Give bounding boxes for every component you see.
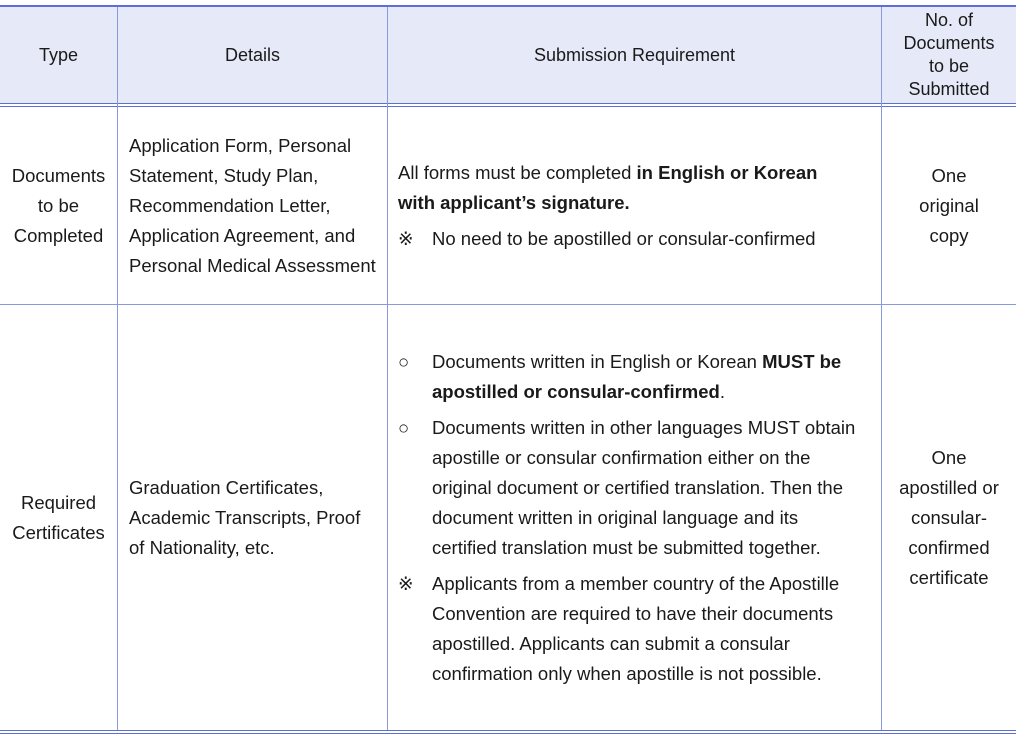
row1-type: [0, 107, 117, 304]
row2-details-text: Graduation Certificates, Academic Transcripts, Proof of Nationality, etc.: [129, 476, 361, 558]
header-type: [0, 7, 117, 103]
row2-note-text: Applicants from a member country of the Apostille Convention are required to have their documents apostilled. Applicants can submit a consular confirmation only when apostille is not possible.: [432, 572, 840, 684]
row1-req-plain: All forms must be completed: [398, 161, 637, 183]
header-count: [882, 7, 1016, 103]
row2-count-text: One apostilled or consular-confirmed certificate: [899, 446, 999, 588]
row2-item1-plain: Documents written in English or Korean: [432, 350, 763, 372]
circle-bullet-icon: ○: [398, 350, 410, 372]
row1-note-text: No need to be apostilled or consular-confirmed: [432, 227, 816, 249]
row1-req-bold: in English or Korean with applicant’s signature.: [398, 161, 818, 213]
row2-type-text: Required Certificates: [12, 491, 105, 543]
row1-requirement: [388, 107, 881, 304]
row1-note: [398, 224, 821, 254]
row1-count-text: One original copy: [919, 164, 979, 246]
row2-count: [882, 305, 1016, 730]
table-bottom-rule: [0, 730, 1016, 734]
header-details-label: Details: [224, 44, 281, 65]
row2-type: [0, 305, 117, 730]
reference-mark-icon: ※: [398, 227, 414, 249]
row1-details-text: Application Form, Personal Statement, Study Plan, Recommendation Letter, Application Agreement, and Personal Medical Assessment: [129, 134, 376, 276]
header-details: [118, 7, 387, 103]
header-count-label: No. of Documents to be Submitted: [903, 10, 995, 99]
row1-details: [118, 107, 387, 304]
row2-item2-text: Documents written in other languages MUST obtain apostille or consular confirmation either on the original document or certified translation. Then the document written in original language and its certified translation must be submitted together.: [432, 416, 856, 558]
row1-count: [882, 107, 1016, 304]
row2-note: [398, 569, 863, 689]
row2-bullet-item: [398, 347, 863, 407]
row2-bullet-item: [398, 413, 863, 563]
header-requirement-label: Submission Requirement: [533, 44, 736, 65]
row1-requirement-text: [398, 158, 821, 218]
row2-details: [118, 305, 387, 730]
header-requirement: [388, 7, 881, 103]
row2-requirement: [388, 305, 881, 730]
row1-type-text: Documents to be Completed: [11, 164, 106, 246]
reference-mark-icon: ※: [398, 572, 414, 594]
row2-item1-bold: MUST be apostilled or consular-confirmed: [432, 350, 842, 402]
row2-item1-end: .: [719, 380, 725, 402]
header-type-label: Type: [38, 44, 79, 65]
circle-bullet-icon: ○: [398, 416, 410, 438]
